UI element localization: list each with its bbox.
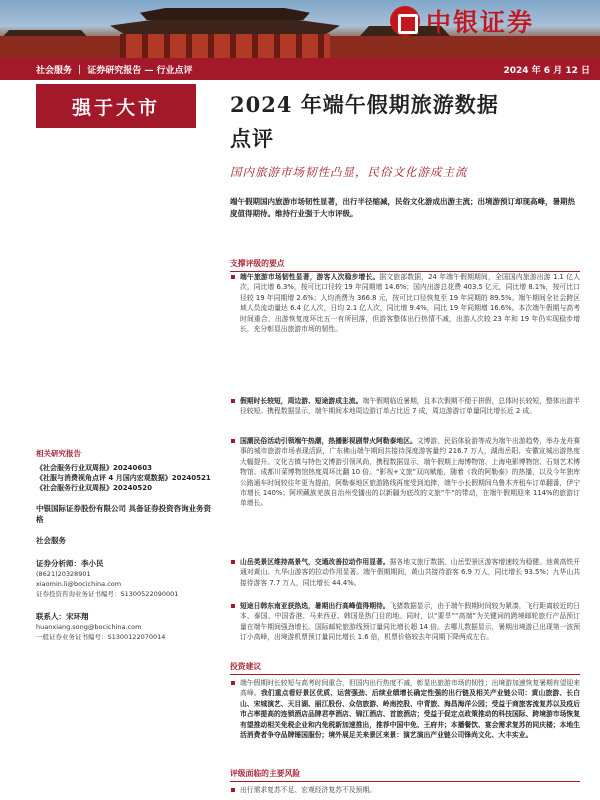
report-subtitle: 国内旅游市场韧性凸显，民俗文化游成主流 [230,165,468,179]
point-body: 端午假期临近暑期，且本次假期不便于拼假，总体时长较短，整体出游半径较短。携程数据显示，端午期间本地周边游订单占比近 7 成，周边游游订单量同比增长近 2 成。 [240,397,581,416]
report-breadcrumb: 社会服务 ｜ 证券研究报告 — 行业点评 [36,65,193,76]
palace-columns [120,34,330,58]
left-sidebar [36,448,216,642]
company-logo [390,4,534,38]
contact-email: huanxiang.song@bocichina.com [36,623,142,631]
point-body: 据文旅部数据，24 年端午假期期间，全国国内旅游出游 1.1 亿人次，同比增 6.3%，按可比口径较 19 年同期增 14.6%；国内出游总花费 403.5 亿元，同比增 8.1%，按可比口径较 19 年同期增 2.6%；人均消费为 366.8 元，按可比口径恢复至 19 年同期的 89.5%。端午期间全社会跨区域人员流动量达 6.4 亿人次，日均 2.1 亿人次，同比增 9.4%，同比 19 年同期增 16.6%。本次端午假期与高考时间重合，出游恢复度环比五一有所回落，但游客整体出行热情不减，出游人次较 23 年和 19 年仍实现稳步增长，充分彰显出旅游市场的韧性。 [240,273,580,334]
highlight-point-5 [230,601,580,643]
analyst-license: 证券投资咨询业务证书编号：S1300522090001 [36,590,179,598]
point-paragraph [230,436,580,509]
palace-roof-upper [140,8,310,20]
palace-roof-lower [110,20,340,34]
risk-section [230,768,580,795]
point-headline: 端午旅游市场韧性显著，游客人次稳步增长。 [240,273,380,281]
analyst-name: 证券分析师：李小民 [36,559,104,568]
boc-logo-icon [390,6,420,36]
contact-license: 一般证券业务证书编号：S1300122070014 [36,633,166,641]
point-headline: 短途日韩东南亚获热选，暑期出行高峰值得期待。 [240,602,390,610]
advice-recommendations: 我们重点看好景区优质、运营强劲、后续业绩增长确定性强的出行链及相关产业链公司：黄山旅游、长白山、宋城演艺、天目湖、丽江股份、众信旅游、岭南控股、中青旅、海昌海洋公园；受益于商旅客流复苏以及疫后市占率提高的连锁酒店品牌君亭酒店、锦江酒店、首旅酒店；受益于促定点政策推动的科技国际、跨境游市场恢复有望推动相关免税企业和内免税新加速推出，推荐中国中免、王府井；本播餐饮、宴会需求复苏的同庆楼；本地生活消费者争夺品牌锤国服份；境外展足关来景区来景：演艺演出产业链公司锋尚文化、大丰实业。 [240,689,581,740]
point-headline: 山岳类景区维持高景气，交通改善拉动作用显著。 [240,558,390,566]
related-reports-title: 相关研究报告 [36,449,81,458]
advice-title: 投资建议 [230,661,580,675]
highlight-point-4 [230,557,580,588]
industry-rating-badge [36,84,196,128]
related-report-item: 《社服与消费视角点评 4 月国内宏观数据》20240521 [36,474,211,482]
highlight-point-3 [230,436,580,509]
related-report-item: 《社会服务行业双周报》20240520 [36,484,152,492]
related-report-item: 《社会服务行业双周报》20240603 [36,464,152,472]
point-paragraph [230,396,580,417]
highlights-title: 支撑评级的要点 [230,258,580,272]
report-category-bar [0,58,600,80]
rating-label: 强于大市 [71,96,160,119]
point-paragraph [230,601,580,643]
contact-name: 联系人：宋环翔 [36,612,89,621]
point-paragraph [230,272,580,334]
analyst-phone: (8621)20328901 [36,570,91,578]
advice-paragraph [230,678,580,740]
analyst-email: xiaomin.li@bocichina.com [36,580,122,588]
report-summary: 端午假期国内旅游市场韧性显著，出行半径缩减，民俗文化游成出游主流；出境游预订却现高峰，暑期热度值得期待。维持行业强于大市评级。 [230,197,575,218]
highlight-point-2 [230,396,580,417]
advice-section [230,661,580,740]
logo-text: 中银证券 [426,8,535,37]
advice-intro: 端午假期时长较短与高考时间重合，但国内出行热度不减，彰显出旅游市场的韧性；出境游加速恢复暑期有望迎来高峰。 [240,679,580,698]
point-body: 飞猪数据显示，由于端午假期时间较为紧凑，飞行距离较近的日本、泰国、中国香港、马来西亚、韩国是热门目的地。同时，以“要旱”“高端”为关键词的跨境邮轮旅行产品预订量在端午期间强劲增长。国际邮轮旅游线预订量同比增长超 14 倍。去哪儿数据显示，暑期出境游已出现第一波预订小高峰，出境游机票预订量同比增长 1.6 倍，机票价格较去年同期下降两成左右。 [240,602,581,642]
point-body: 据各地文旅厅数据，山岳型景区游客增速较为稳健。池黄高铁开通对黄山、九华山游客的拉动作用显著。端午假期期间，黄山共接待游客 6.9 万人，同比增长 93.5%；九华山共接待游客 7.7 万人，同比增长 44.4%。 [240,558,581,587]
report-date: 2024 年 6 月 12 日 [503,65,590,76]
point-headline: 假期时长较短，周边游、短途游成主流。 [240,397,363,405]
point-headline: 国潮民俗活动引领端午热潮，热播影视剧带火阿勒泰地区。 [240,437,417,445]
highlights-section [230,258,580,272]
highlight-point-1 [230,272,580,334]
point-paragraph [230,557,580,588]
report-title-line-1: 2024 年端午假期旅游数据 [230,92,499,117]
point-body: 文博游、民俗体验游等成为端午出游趋势，举办龙舟赛事的城市旅游市场表现活跃，广东佛山端午期间共接待深度游客量约 216.7 万人，湖南岳阳、安徽宣城出游热度大幅提升。文化古镇与特色文博游引领风尚，携程数据显示，端午假期上海博物馆、上海电影博物馆、石刻艺术博物馆、成都川菜博物馆热度周环比翻 10 倍。“影视+文旅”双向赋能，随着《我的阿勒泰》的热播，以及今年独库公路通车时间较往年更为提前，阿勒泰地区旅游路线再度受到追捧，端午小长假期间乌鲁木齐租车订单翻番，伊宁市增长 140%；阿坝藏族羌族自治州受播出的以新疆为底改的文旅“牛”的带动，在端午假期迎来 114%的旅游订单增长。 [240,437,581,508]
report-main [230,88,580,220]
risk-title: 评级面临的主要风险 [230,768,580,782]
report-title-line-2: 点评 [230,126,274,151]
institution-name: 中银国际证券股份有限公司 具备证券投资咨询业务资格 [36,504,212,524]
risk-text: 出行需求复苏不足、宏观经济复苏不及预期。 [230,785,580,795]
sector-name: 社会服务 [36,536,66,545]
